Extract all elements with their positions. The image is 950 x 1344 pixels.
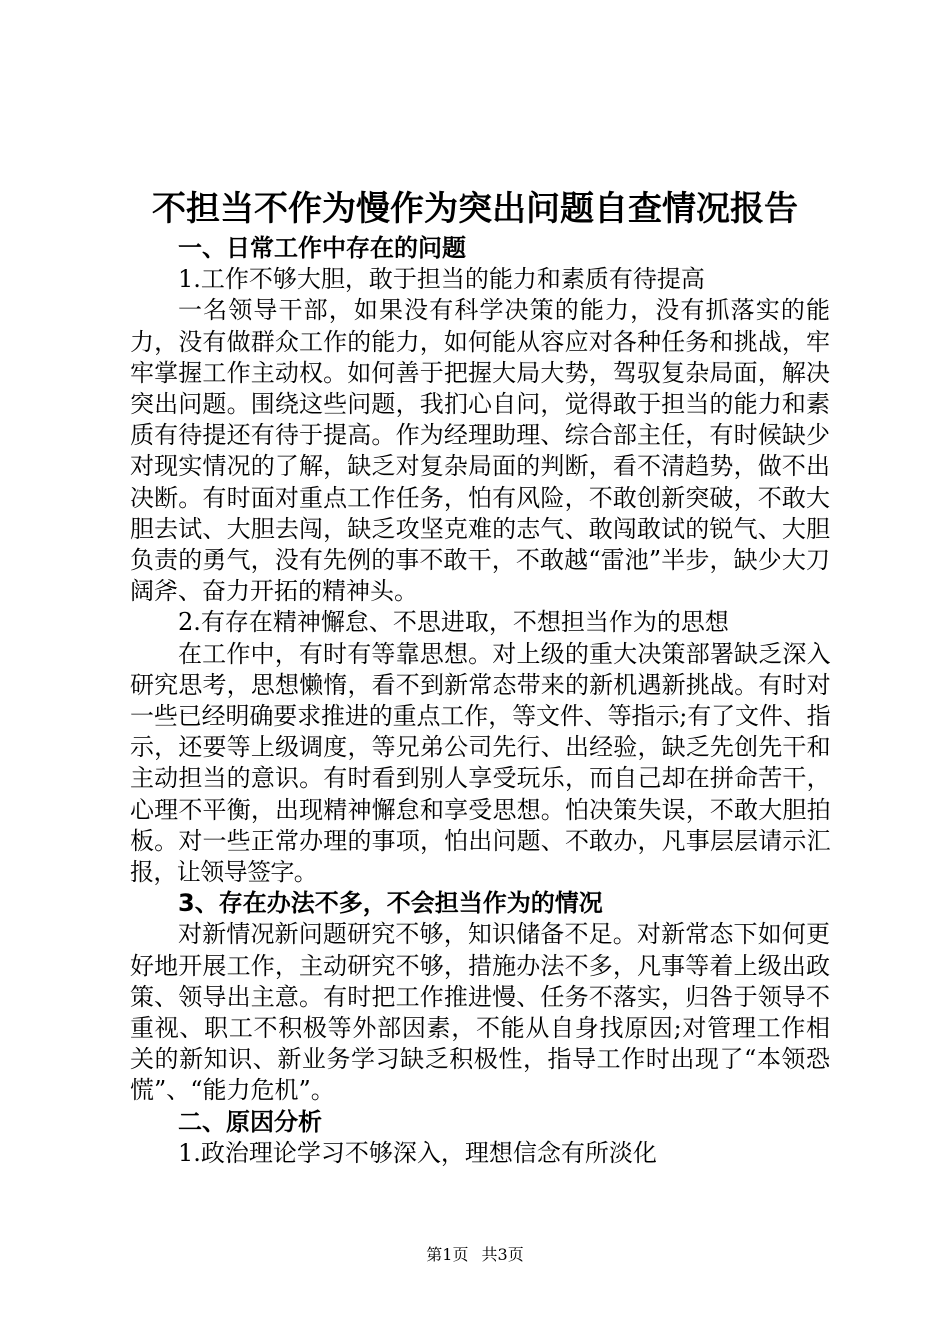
section-heading: 一、日常工作中存在的问题 <box>178 234 466 262</box>
subsection-heading: 1.工作不够大胆，敢于担当的能力和素质有待提高 <box>178 265 705 294</box>
section-heading: 二、原因分析 <box>178 1107 322 1136</box>
document-title: 不担当不作为慢作为突出问题自查情况报告 <box>152 189 798 229</box>
body-paragraph: 在工作中，有时有等靠思想。对上级的重大决策部署缺乏深入研究思考，思想懒惰，看不到新常态带来的新机遇新挑战。有时对一些已经明确要求推进的重点工作，等文件、等指示;有了文件、指示，还要等上级调度，等兄弟公司先行、出经验，缺乏先创先干和主动担当的意识。有时看到别人享受玩乐，而自己却在拼命苦干，心理不平衡，出现精神懈怠和享受思想。怕决策失误，不敢大胆拍板。对一些正常办理的事项，怕出问题、不敢办，凡事层层请示汇报，让领导签字。 <box>130 639 830 887</box>
page-total: 共3页 <box>481 1245 524 1264</box>
body-paragraph: 对新情况新问题研究不够，知识储备不足。对新常态下如何更好地开展工作，主动研究不够，措施办法不多，凡事等着上级出政策、领导出主意。有时把工作推进慢、任务不落实，归咎于领导不重视、职工不积极等外部因素，不能从自身找原因;对管理工作相关的新知识、新业务学习缺乏积极性，指导工作时出现了“本领恐慌”、“能力危机”。 <box>130 920 830 1105</box>
page-footer <box>0 1244 950 1266</box>
page-number: 第1页 <box>426 1245 469 1264</box>
document-body <box>130 233 830 1169</box>
subsection-heading: 1.政治理论学习不够深入，理想信念有所淡化 <box>178 1138 657 1167</box>
section-heading: 3、存在办法不多，不会担当作为的情况 <box>178 889 603 918</box>
subsection-heading: 2.有存在精神懈怠、不思进取，不想担当作为的思想 <box>178 608 729 637</box>
body-paragraph: 一名领导干部，如果没有科学决策的能力，没有抓落实的能力，没有做群众工作的能力，如何能从容应对各种任务和挑战，牢牢掌握工作主动权。如何善于把握大局大势，驾驭复杂局面，解决突出问题。围绕这些问题，我扪心自问，觉得敢于担当的能力和素质有待提还有待于提高。作为经理助理、综合部主任，有时候缺少对现实情况的了解，缺乏对复杂局面的判断，看不清趋势，做不出决断。有时面对重点工作任务，怕有风险，不敢创新突破，不敢大胆去试、大胆去闯，缺乏攻坚克难的志气、敢闯敢试的锐气、大胆负责的勇气，没有先例的事不敢干，不敢越“雷池”半步，缺少大刀阔斧、奋力开拓的精神头。 <box>130 296 830 606</box>
